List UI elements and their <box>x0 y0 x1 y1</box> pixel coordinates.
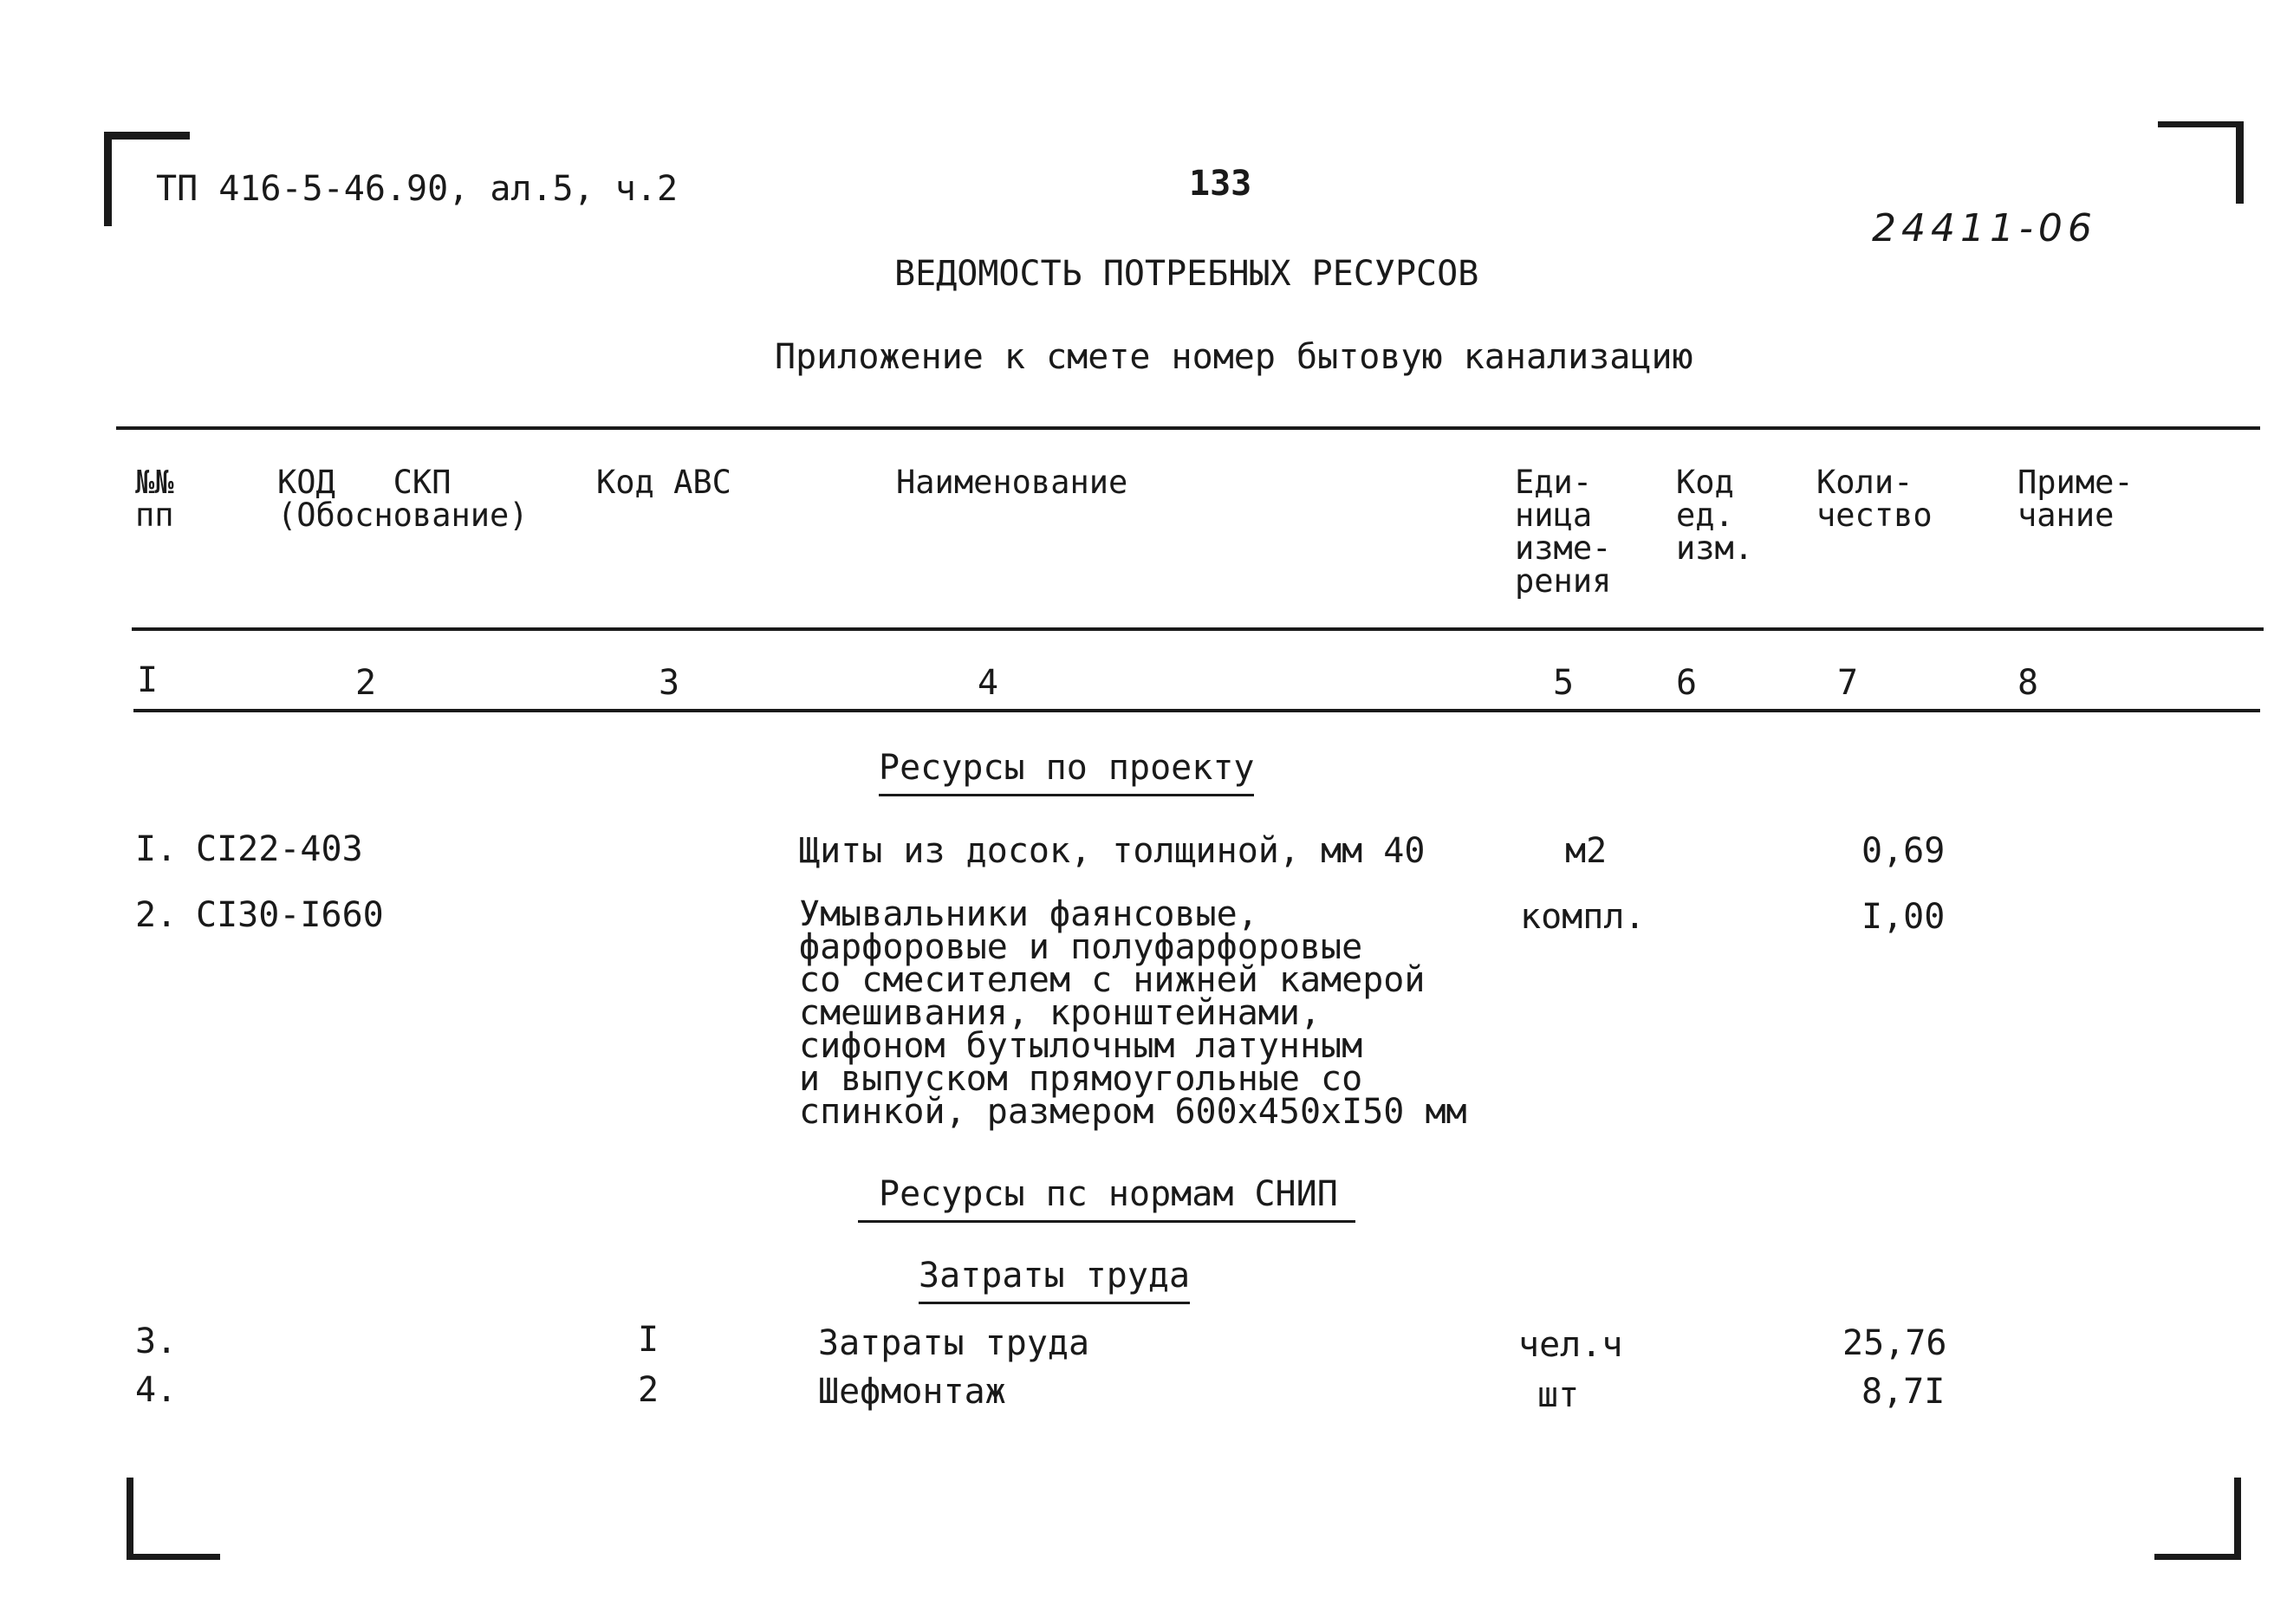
handwritten-code: 24411-06 <box>1872 206 2097 250</box>
row-4-quantity: 8,7I <box>1861 1372 1946 1412</box>
row-1-name: Щиты из досок, толщиной, мм 40 <box>799 831 1426 871</box>
section-heading-project: Ресурсы по проекту <box>879 750 1254 796</box>
column-number-3: 3 <box>659 663 680 703</box>
table-top-rule <box>116 426 2260 430</box>
row-4-number: 4. <box>135 1370 178 1410</box>
row-3-unit: чел.ч <box>1518 1325 1623 1365</box>
column-header-unit-code: Код ед. изм. <box>1676 464 1754 567</box>
row-1-quantity: 0,69 <box>1861 831 1946 871</box>
column-number-7: 7 <box>1837 663 1859 703</box>
row-2-name: Умывальники фаянсовые, фарфоровые и полуфарфоровые со смесителем с нижней камерой смешивания, кронштейнами, сифоном бутылочным латунным и выпуском прямоугольные со спинкой, размером 600x450xI50 мм <box>799 894 1467 1132</box>
row-3-name: Затраты труда <box>818 1323 1090 1363</box>
column-header-code-skp: КОД СКП (Обоснование) <box>277 464 529 534</box>
column-number-8: 8 <box>2017 663 2039 703</box>
row-1-number: I. <box>135 829 178 869</box>
column-header-name: Наименование <box>896 464 1128 501</box>
column-header-note: Приме- чание <box>2017 464 2134 534</box>
corner-mark-bottom-left <box>127 1478 220 1560</box>
column-number-4: 4 <box>978 663 999 703</box>
row-3-abc-code: I <box>638 1320 659 1360</box>
column-header-quantity: Коли- чество <box>1816 464 1933 534</box>
document-subtitle: Приложение к смете номер бытовую канализацию <box>775 337 1693 377</box>
row-2-code: CI30-I660 <box>196 895 384 935</box>
column-number-2: 2 <box>355 663 377 703</box>
doc-reference: ТП 416-5-46.90, ал.5, ч.2 <box>156 169 679 209</box>
row-1-code: CI22-403 <box>196 829 363 869</box>
column-header-unit: Еди- ница изме- рения <box>1515 464 1612 600</box>
row-3-number: 3. <box>135 1322 178 1361</box>
column-number-6: 6 <box>1676 663 1698 703</box>
page-number: 133 <box>1189 164 1252 204</box>
document-title: ВЕДОМОСТЬ ПОТРЕБНЫХ РЕСУРСОВ <box>894 254 1479 294</box>
section-heading-labor: Затраты труда <box>919 1258 1190 1304</box>
row-2-quantity: I,00 <box>1861 897 1946 937</box>
corner-mark-bottom-right <box>2154 1478 2241 1560</box>
column-number-1: I <box>137 660 159 700</box>
section-heading-snip: Ресурсы пс нормам СНИП <box>858 1177 1355 1223</box>
row-4-name: Шефмонтаж <box>818 1372 1006 1412</box>
row-2-number: 2. <box>135 895 178 935</box>
row-2-unit: компл. <box>1520 897 1646 937</box>
row-1-unit: м2 <box>1565 831 1608 871</box>
column-number-5: 5 <box>1553 663 1575 703</box>
corner-mark-top-right <box>2158 121 2244 204</box>
column-header-code-abc: Код АВС <box>596 464 731 501</box>
row-3-quantity: 25,76 <box>1842 1323 1947 1363</box>
header-bottom-rule <box>132 627 2264 631</box>
column-header-number: №№ пп <box>135 464 174 534</box>
row-4-abc-code: 2 <box>638 1370 659 1410</box>
column-numbers-rule <box>133 709 2260 712</box>
row-4-unit: шт <box>1537 1375 1580 1415</box>
